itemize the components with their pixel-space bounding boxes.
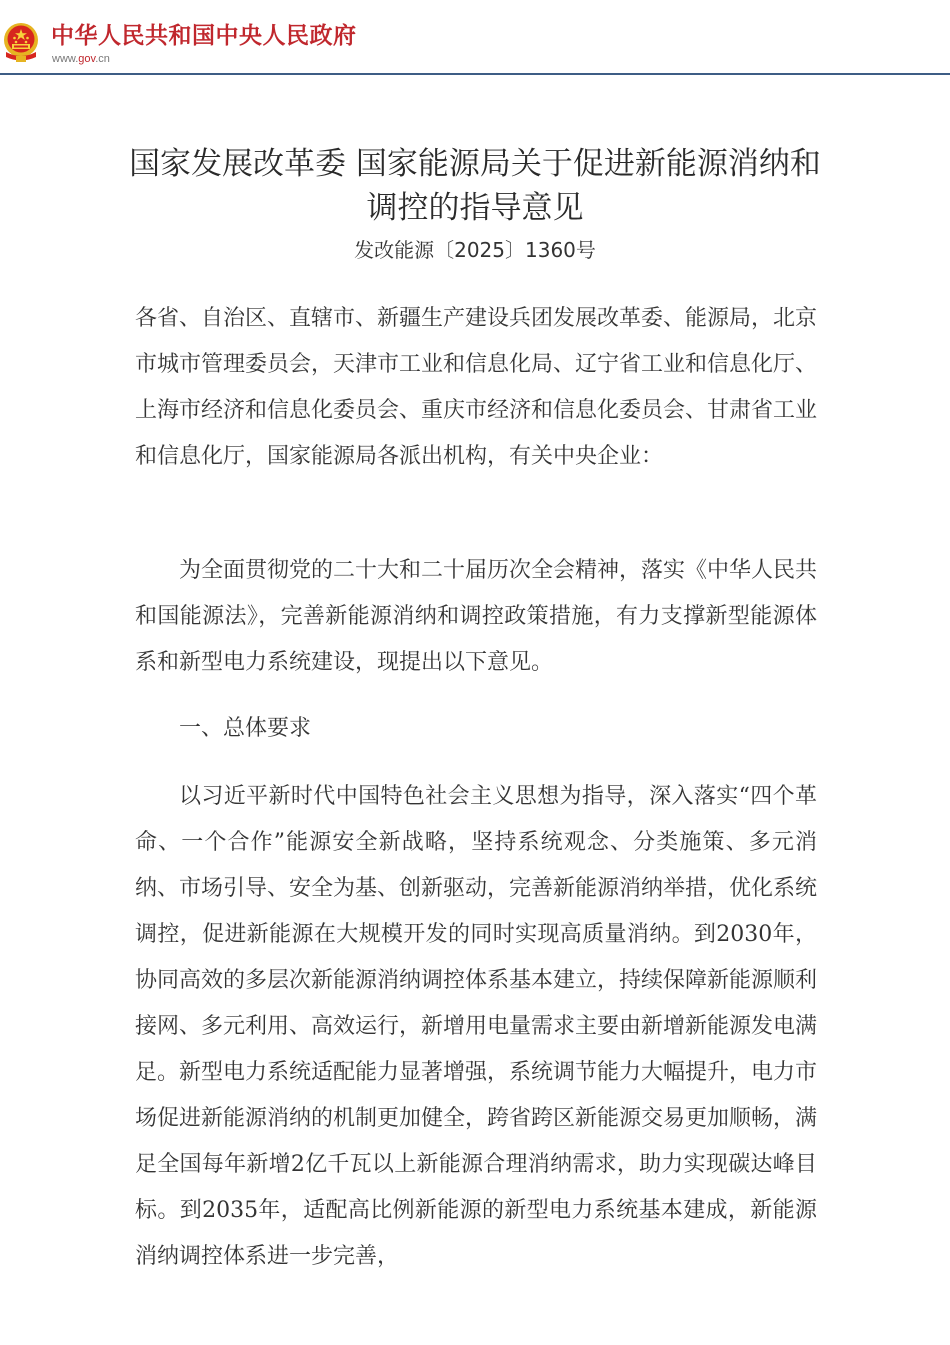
recipients-paragraph: 各省、自治区、直辖市、新疆生产建设兵团发展改革委、能源局，北京市城市管理委员会，天津市工业和信息化局、辽宁省工业和信息化厅、上海市经济和信息化委员会、重庆市经济和信息化委员会、甘肃省工业和信息化厅，国家能源局各派出机构，有关中央企业：: [135, 306, 818, 469]
section-heading: 一、总体要求: [179, 716, 312, 741]
site-url[interactable]: [52, 52, 110, 66]
section-body-paragraph: 以习近平新时代中国特色社会主义思想为指导，深入落实“四个革命、一个合作”能源安全新战略，坚持系统观念、分类施策、多元消纳、市场引导、安全为基、创新驱动，完善新能源消纳举措，优化系统调控，促进新能源在大规模开发的同时实现高质量消纳。到2030年，协同高效的多层次新能源消纳调控体系基本建立，持续保障新能源顺利接网、多元利用、高效运行，新增用电量需求主要由新增新能源发电满足。新型电力系统适配能力显著增强，系统调节能力大幅提升，电力市场促进新能源消纳的机制更加健全，跨省跨区新能源交易更加顺畅，满足全国每年新增2亿千瓦以上新能源合理消纳需求，助力实现碳达峰目标。到2035年，适配高比例新能源的新型电力系统基本建成，新能源消纳调控体系进一步完善，: [135, 784, 818, 1269]
site-url-suffix: .cn: [95, 53, 110, 65]
site-url-gov: gov: [78, 53, 96, 65]
document-title: 国家发展改革委 国家能源局关于促进新能源消纳和调控的指导意见: [129, 146, 821, 226]
site-title[interactable]: 中华人民共和国中央人民政府: [51, 23, 357, 49]
national-emblem-icon[interactable]: [2, 22, 40, 64]
site-url-prefix: www.: [52, 53, 79, 65]
intro-paragraph: 为全面贯彻党的二十大和二十届历次全会精神，落实《中华人民共和国能源法》，完善新能源消纳和调控政策措施，有力支撑新型能源体系和新型电力系统建设，现提出以下意见。: [135, 558, 818, 675]
site-header: [0, 0, 950, 73]
header-divider: [0, 73, 950, 75]
document-number: 发改能源〔2025〕1360号: [354, 238, 596, 262]
